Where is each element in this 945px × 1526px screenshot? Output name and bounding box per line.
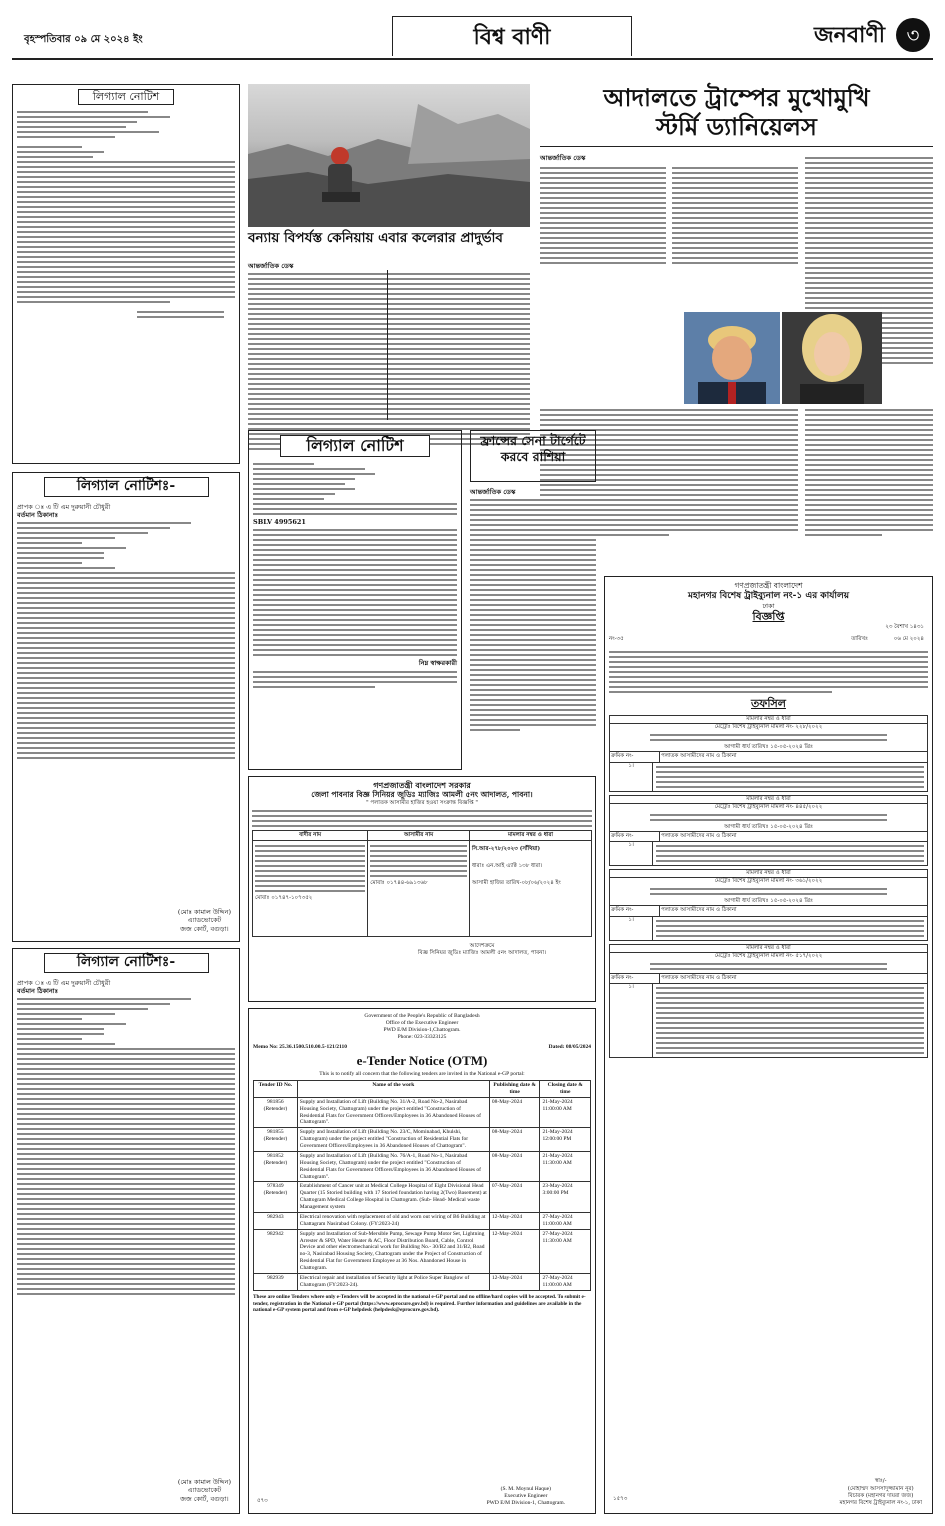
france-headline: ফ্রান্সের সেনা টার্গেটে করবে রাশিয়া [470,430,596,482]
tribunal-date-en: ০৬ মে ২০২৪ [893,636,924,643]
tender-cell-close: 21-May-2024 12:00:00 PM [540,1128,591,1152]
signer-label: নিম্ন স্বাক্ষরকারী [418,659,457,668]
legal-notice-mid [248,430,462,770]
kenya-article-body [248,270,530,453]
notice-body-lines [253,463,457,515]
trump-portrait-image [684,312,780,404]
trump-article-col1 [540,164,666,267]
accused-label: পলাতক আসামীদের নাম ও ঠিকানা [661,907,737,914]
stormy-portrait-image [782,312,882,404]
serial-number: ১। [610,842,653,865]
tender-dated: Dated: 08/05/2024 [548,1043,591,1050]
serial-label: ক্রমিক নং- [610,974,660,983]
accused-label: পলাতক আসামীদের নাম ও ঠিকানা [661,974,737,981]
case-label: মামলার নম্বর ও ধারা [610,945,927,953]
tender-cell-close: 21-May-2024 11:00:00 AM [540,1097,591,1128]
tender-cell-pub: 12-May-2024 [489,1212,540,1229]
kenya-desk: আন্তর্জাতিক ডেস্ক [248,262,294,270]
recipient: প্রাপক ঃ এ টি এম দুরুয়ানী চৌধুরী [17,978,111,987]
accused-mobile: মোবাঃ ০১৭৪৪-৬৯১৩৬৮ [370,880,428,887]
serial-number: ১। [610,984,653,1057]
tender-row [254,1182,591,1213]
notice-body-lines-2 [253,529,457,656]
tender-division: PWD E/M Division-1,Chattogram. [383,1027,461,1034]
issue-date: বৃহস্পতিবার ০৯ মে ২০২৪ ইং [24,34,143,45]
tribunal-title: বিজ্ঞপ্তি [752,610,785,624]
tribunal-date-bn: ২৩ বৈশাখ ১৪৩১ [885,624,924,631]
tender-table [253,1080,591,1291]
tender-ref: ৫৭৩ [257,1497,268,1504]
accused-detail-lines [653,984,927,1057]
tender-footer-note: These are online Tenders where only e-Tenders will be accepted in the national e-GP portal and no offline/hard copies will be accepted. To submit e-tender, registration in the National e-GP portal (https://www.eprocure.gov.bd) is required. Further information and guidelines are available in the national e-GP system portal and from e-GP helpdesk (helpdesk@eprocure.gov.bd). [253,1293,586,1314]
tribunal-ref-no: নং-৩৫ [609,636,624,643]
tender-cell-pub: 07-May-2024 [489,1182,540,1213]
signature-place: জজ কোর্ট, বগুড়া। [180,924,229,933]
trump-article-col3b [805,406,933,539]
tender-cell-id: 978349 (Retender) [254,1182,298,1213]
address-label: বর্তমান ঠিকানাঃ [17,986,59,995]
schedule-title: তফসিল [751,697,786,711]
tender-cell-id: 982939 [254,1273,298,1290]
court-name: বিজ্ঞ সিনিয়র জুডিঃ ম্যাজিঃ আমলী ৫নং আদালত, পাবনা। [417,950,547,957]
tender-cell-close: 21-May-2024 11:30:00 AM [540,1151,591,1182]
accused-detail-lines [653,842,927,865]
address-label: বর্তমান ঠিকানাঃ [17,510,59,519]
tender-cell-id: 981852 (Retender) [254,1151,298,1182]
tender-cell-work: Electrical repair and installation of Security light at Police Super Banglow of Chattogram (FY:2023-24). [297,1273,489,1290]
tender-cell-close: 23-May-2024 3:00:00 PM [540,1182,591,1213]
kenya-headline: বন্যায় বিপর্যস্ত কেনিয়ায় এবার কলেরার প্রাদুর্ভাব [248,230,503,246]
tender-cell-work: Supply and Installation of Lift (Building No. 31/A-2, Road No-2, Nasirabad Housing Society, Chattogram) under the project entitled "Construction of Residential Flats for Government Officers/Employees in 36 Abandoned Houses of Chattogram". [297,1097,489,1128]
tender-cell-close: 27-May-2024 11:00:00 AM [540,1273,591,1290]
tribunal-case [609,795,928,867]
recipient: প্রাপক ঃ এ টি এম দুরুয়ানী চৌধুরী [17,502,111,511]
trump-article-col2 [672,164,798,267]
col-case: মামলার নম্বর ও ধারা [469,831,591,841]
tribunal-case [609,944,928,1058]
trump-headline [540,84,933,147]
trump-photo [684,312,780,404]
tribunal-ref: ১৫৭৩ [613,1495,628,1502]
tribunal-cases [609,715,928,1058]
tender-col-id: Tender ID No. [254,1081,298,1098]
page-number: ৩ [896,18,930,52]
trump-desk: আন্তর্জাতিক ডেস্ক [540,154,586,162]
accused-label: পলাতক আসামীদের নাম ও ঠিকানা [661,832,737,839]
tribunal-signer-office: মহানগর বিশেষ ট্রাইব্যুনাল নং-১, ঢাকা [839,1499,922,1506]
tribunal-header: গণপ্রজাতন্ত্রী বাংলাদেশ [734,581,803,590]
notice-body-lines [17,998,235,1295]
tender-notice [248,1008,596,1514]
notice-body-lines [17,111,235,318]
tender-signer: (S. M. Moynul Haque) [500,1485,551,1492]
legal-notice-title: লিগ্যাল নোটিশঃ- [44,477,209,497]
tender-row [254,1212,591,1229]
court-subtitle: " পলাতক আসামীর হাজির হওয়া সংক্রান্ত বিজ্ঞপ্তি " [366,800,478,807]
tender-cell-work: Supply and Installation of Sub-Mersible Pump, Sewage Pump Motor Set, Lightning Arrester & SPD, Water Heater & AC, Floor Distribution Board, Cable, Control Device and other electromechanical work for Building No.- 30/B2 and 31/B2, Road no-3, Nasirabad Housing Society, Chattogram under the Project of Construction of Residential Flat for Government Employee at 36 Nos. Abandoned House in Chattogram. [297,1229,489,1273]
notice-body-lines [17,522,235,759]
case-detail-lines [610,963,927,970]
case-detail-lines [610,734,927,741]
case-detail-lines [610,888,927,895]
tribunal-intro-lines [609,651,928,693]
case-hearing: আগামী ধার্য তারিখঃ ১৫-০৫-২০২৪ খ্রিঃ [724,898,813,905]
case-title: মেট্রোঃ বিশেষ ট্রাইব্যুনাল মামলা নং- ৩৬১/২০২২ [714,878,823,885]
tender-row [254,1097,591,1128]
tender-cell-pub: 08-May-2024 [489,1128,540,1152]
case-label: মামলার নম্বর ও ধারা [610,870,927,878]
tribunal-city: ঢাকা [762,602,775,610]
case-label: মামলার নম্বর ও ধারা [610,796,927,804]
tribunal-office: মহানগর বিশেষ ট্রাইব্যুনাল নং-১ এর কার্যালয় [687,590,850,601]
case-section: ধারাঃ এন.আই এ্যাক্ট ১৩৮ ধারা। [471,863,543,870]
case-title: মেট্রোঃ বিশেষ ট্রাইব্যুনাল মামলা নং- ৪৪৫/২০২২ [714,803,823,810]
tender-phone: Phone: 023-33323125 [397,1034,447,1041]
tribunal-date-label: তারিখঃ [851,636,868,643]
tender-office: Office of the Executive Engineer [385,1020,459,1027]
tribunal-signer-role: বিচারক (মহানগর দায়রা জজ) [848,1492,914,1499]
hearing-date: আসামী হাজির তারিখ-০৮/০৬/২০২৪ ইং [471,879,561,886]
tender-cell-id: 981856 (Retender) [254,1097,298,1128]
logo-text: জনবাণী [814,22,886,48]
court-header: গণপ্রজাতন্ত্রী বাংলাদেশ সরকার [373,780,471,790]
court-intro-lines [252,810,592,827]
legal-notice-title: লিগ্যাল নোটিশঃ- [44,953,209,973]
tender-title: e-Tender Notice (OTM) [356,1052,488,1068]
tender-row [254,1273,591,1290]
legal-notice-left-2 [12,948,240,1514]
tender-intro: This is to notify all concern that the following tenders are invited in the National e-GP portal: [319,1070,525,1077]
france-article-body [470,496,596,734]
case-detail-lines [610,814,927,821]
stormy-photo [782,312,882,404]
tender-gov: Government of the People's Republic of Bangladesh [364,1013,480,1019]
tender-cell-work: Establishment of Cancer unit at Medical College Hospital of Eight Divisional Head Quarter (15 Storied building with 17 Storied foundation having 2(Two) Basement) at Chattogram Medical College Hospital in Chattogram. (Sub- Head- Medical waste Management system [297,1182,489,1213]
case-hearing: আগামী ধার্য তারিখঃ ১৫-০৫-২০২৪ খ্রিঃ [724,744,813,751]
tender-cell-work: Electrical renovation with replacement of old and worn out wiring of B6 Building at Chattagram Nasirabad Colony. (FY:2023-24) [297,1212,489,1229]
tender-cell-close: 27-May-2024 11:30:00 AM [540,1229,591,1273]
tender-cell-pub: 08-May-2024 [489,1151,540,1182]
accused-detail-lines [653,917,927,940]
tender-row [254,1128,591,1152]
tribunal-signature: স্বাঃ/- [874,1478,887,1485]
case-title: মেট্রোঃ বিশেষ ট্রাইব্যুনাল মামলা নং- ৫১৭/২০২২ [714,952,823,959]
trump-headline-line2: স্টর্মি ড্যানিয়েলস [656,111,817,141]
legal-notice-title: লিগ্যাল নোটিশ [78,89,174,105]
case-hearing: আগামী ধার্য তারিখঃ ১৫-০৫-২০২৪ খ্রিঃ [724,823,813,830]
tender-cell-pub: 12-May-2024 [489,1273,540,1290]
accused-detail-lines [653,763,927,791]
tender-cell-pub: 12-May-2024 [489,1229,540,1273]
case-number: সি.আর-২৭৮/২০২৩ (সাঁথিয়া) [471,846,541,853]
flood-scene-image [248,84,530,227]
court-notice-pabna [248,776,596,1002]
tender-cell-pub: 08-May-2024 [489,1097,540,1128]
case-title: মেট্রোঃ বিশেষ ট্রাইব্যুনাল মামলা নং- ২২৮/২০২২ [714,724,823,731]
tender-cell-id: 982942 [254,1229,298,1273]
tender-cell-close: 27-May-2024 11:00:00 AM [540,1212,591,1229]
signature-role: এ্যাডভোকেট [187,1486,222,1495]
france-desk: আন্তর্জাতিক ডেস্ক [470,488,516,496]
tribunal-case [609,715,928,792]
case-label: মামলার নম্বর ও ধারা [610,716,927,724]
legal-notice-left-1 [12,472,240,942]
court-table [252,830,592,937]
serial-number: ১। [610,763,653,791]
tender-cell-id: 981855 (Retender) [254,1128,298,1152]
account-code: SBLV 4995621 [253,518,306,526]
tender-memo: Memo No: 25.36.1500.510.00.5-121/2110 [253,1043,347,1050]
col-plaintiff: বাদীর নাম [253,831,368,841]
signature-name: (মোঃ কামাল উদ্দিন) [177,907,231,916]
signer-lines [253,671,457,688]
accused-label: পলাতক আসামীদের নাম ও ঠিকানা [661,753,737,760]
tender-col-pub: Publishing date & time [489,1081,540,1098]
tender-signer-office: PWD E/M Division-1, Chattogram. [486,1499,565,1506]
tender-cell-work: Supply and Installation of Lift (Building No. 76/A-1, Road No-1, Nasirabad Housing Society, Chattogram) under the project entitled "Construction of Residential Flats for Government Officers/Employees in 36 Abandoned Houses of Chattogram". [297,1151,489,1182]
col-accused: আসামীর নাম [368,831,470,841]
signature-name: (মোঃ কামাল উদ্দিন) [177,1477,231,1486]
legal-notice-title: লিগ্যাল নোটিশ [280,435,430,457]
tribunal-notice [604,576,933,1514]
serial-label: ক্রমিক নং- [610,752,660,761]
tender-col-close: Closing date & time [540,1081,591,1098]
masthead [12,14,933,60]
serial-label: ক্রমিক নং- [610,832,660,841]
signature-role: এ্যাডভোকেট [187,916,222,925]
tender-cell-work: Supply and Installation of Lift (Building No. 23/C, Mominabad, Khulshi, Chattogram) under the project entitled "Construction of Residential Flats for Government Officers/Employees in 36 Abandoned Houses of Chattogram". [297,1128,489,1152]
tribunal-signer: (মোহাম্মদ আসসাদুজ্জামান নূর) [847,1485,914,1492]
tender-col-work: Name of the work [297,1081,489,1098]
logo [812,18,930,54]
kenya-flood-photo [248,84,530,227]
tribunal-case [609,869,928,941]
plaintiff-mobile: মোবাঃ ০১৭৪৭-১০৭৩৫২ [255,895,313,902]
tender-cell-id: 982943 [254,1212,298,1229]
tender-row [254,1229,591,1273]
tender-row [254,1151,591,1182]
legal-notice-top [12,84,240,464]
serial-number: ১। [610,917,653,940]
section-title: বিশ্ব বাণী [473,24,551,50]
trump-headline-line1: আদালতে ট্রাম্পের মুখোমুখি [603,83,870,112]
tender-signer-role: Executive Engineer [504,1492,548,1499]
section-title-box [392,16,632,56]
signature-place: জজ কোর্ট, বগুড়া। [180,1494,229,1503]
court-subheader: জেলা পাবনার বিজ্ঞ সিনিয়র জুডিঃ ম্যাজিঃ আমলী ৫নং আদালত, পাবনা। [311,790,533,800]
serial-label: ক্রমিক নং- [610,906,660,915]
order-label: আদেশক্রমে [469,943,495,950]
